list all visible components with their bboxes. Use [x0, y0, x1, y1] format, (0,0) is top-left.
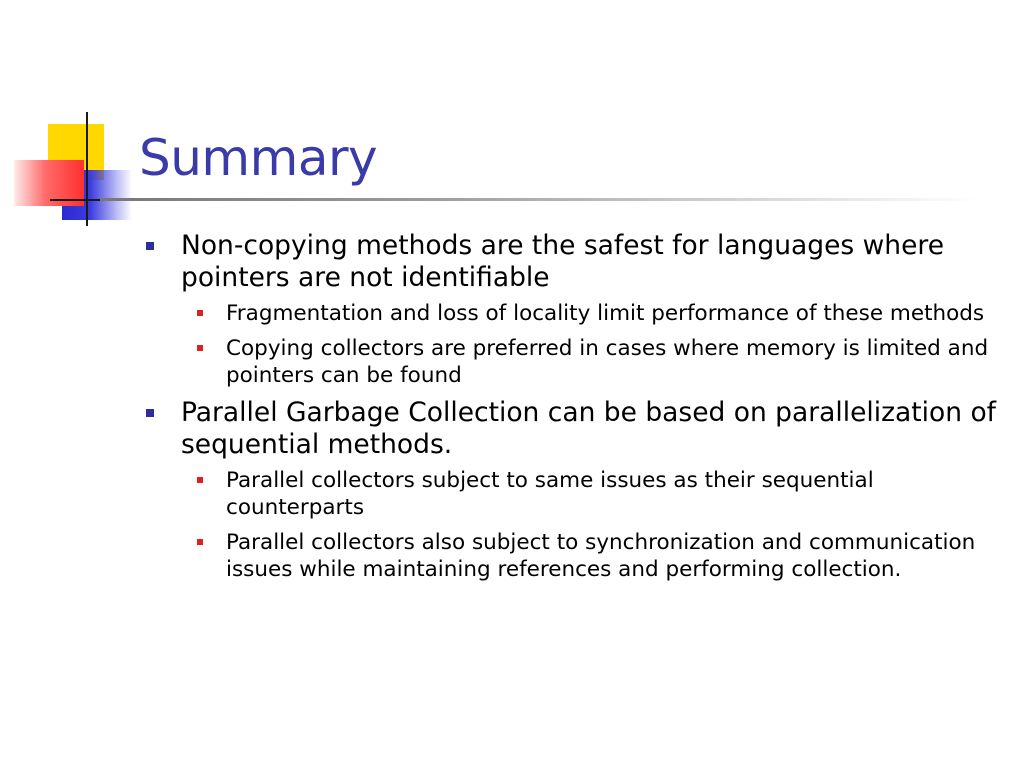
bullet-item-level1	[140, 397, 1010, 461]
sub-bullet-text: Copying collectors are preferred in cases where memory is limited and pointers can be found	[226, 336, 989, 388]
square-bullet-icon	[197, 310, 203, 316]
bullet-text: Parallel Garbage Collection can be based on parallelization of sequential methods.	[181, 397, 997, 460]
title-underline-rule	[100, 198, 980, 201]
sub-bullet-text: Parallel collectors subject to same issues as their sequential counterparts	[226, 468, 874, 520]
bullet-item-level1	[140, 230, 1010, 294]
square-bullet-icon	[146, 409, 154, 417]
slide-body	[140, 226, 1010, 591]
square-bullet-icon	[197, 477, 203, 483]
bullet-item-level2	[140, 467, 1010, 521]
square-bullet-icon	[197, 345, 203, 351]
slide-title: Summary	[139, 129, 378, 187]
square-bullet-icon	[146, 242, 154, 250]
vertical-line-shape	[86, 112, 88, 226]
sub-bullet-text: Fragmentation and loss of locality limit performance of these methods	[226, 301, 985, 326]
bullet-item-level2	[140, 529, 1010, 583]
sub-bullet-list	[140, 300, 1010, 389]
sub-bullet-text: Parallel collectors also subject to synchronization and communication issues while maintaining references and performing collection.	[226, 530, 976, 582]
square-bullet-icon	[197, 539, 203, 545]
sub-bullet-list	[140, 467, 1010, 583]
bullet-item-level2	[140, 335, 1010, 389]
bullet-text: Non-copying methods are the safest for languages where pointers are not identifiable	[181, 230, 945, 293]
bullet-item-level2	[140, 300, 1010, 327]
slide-logo-decoration	[0, 0, 160, 240]
